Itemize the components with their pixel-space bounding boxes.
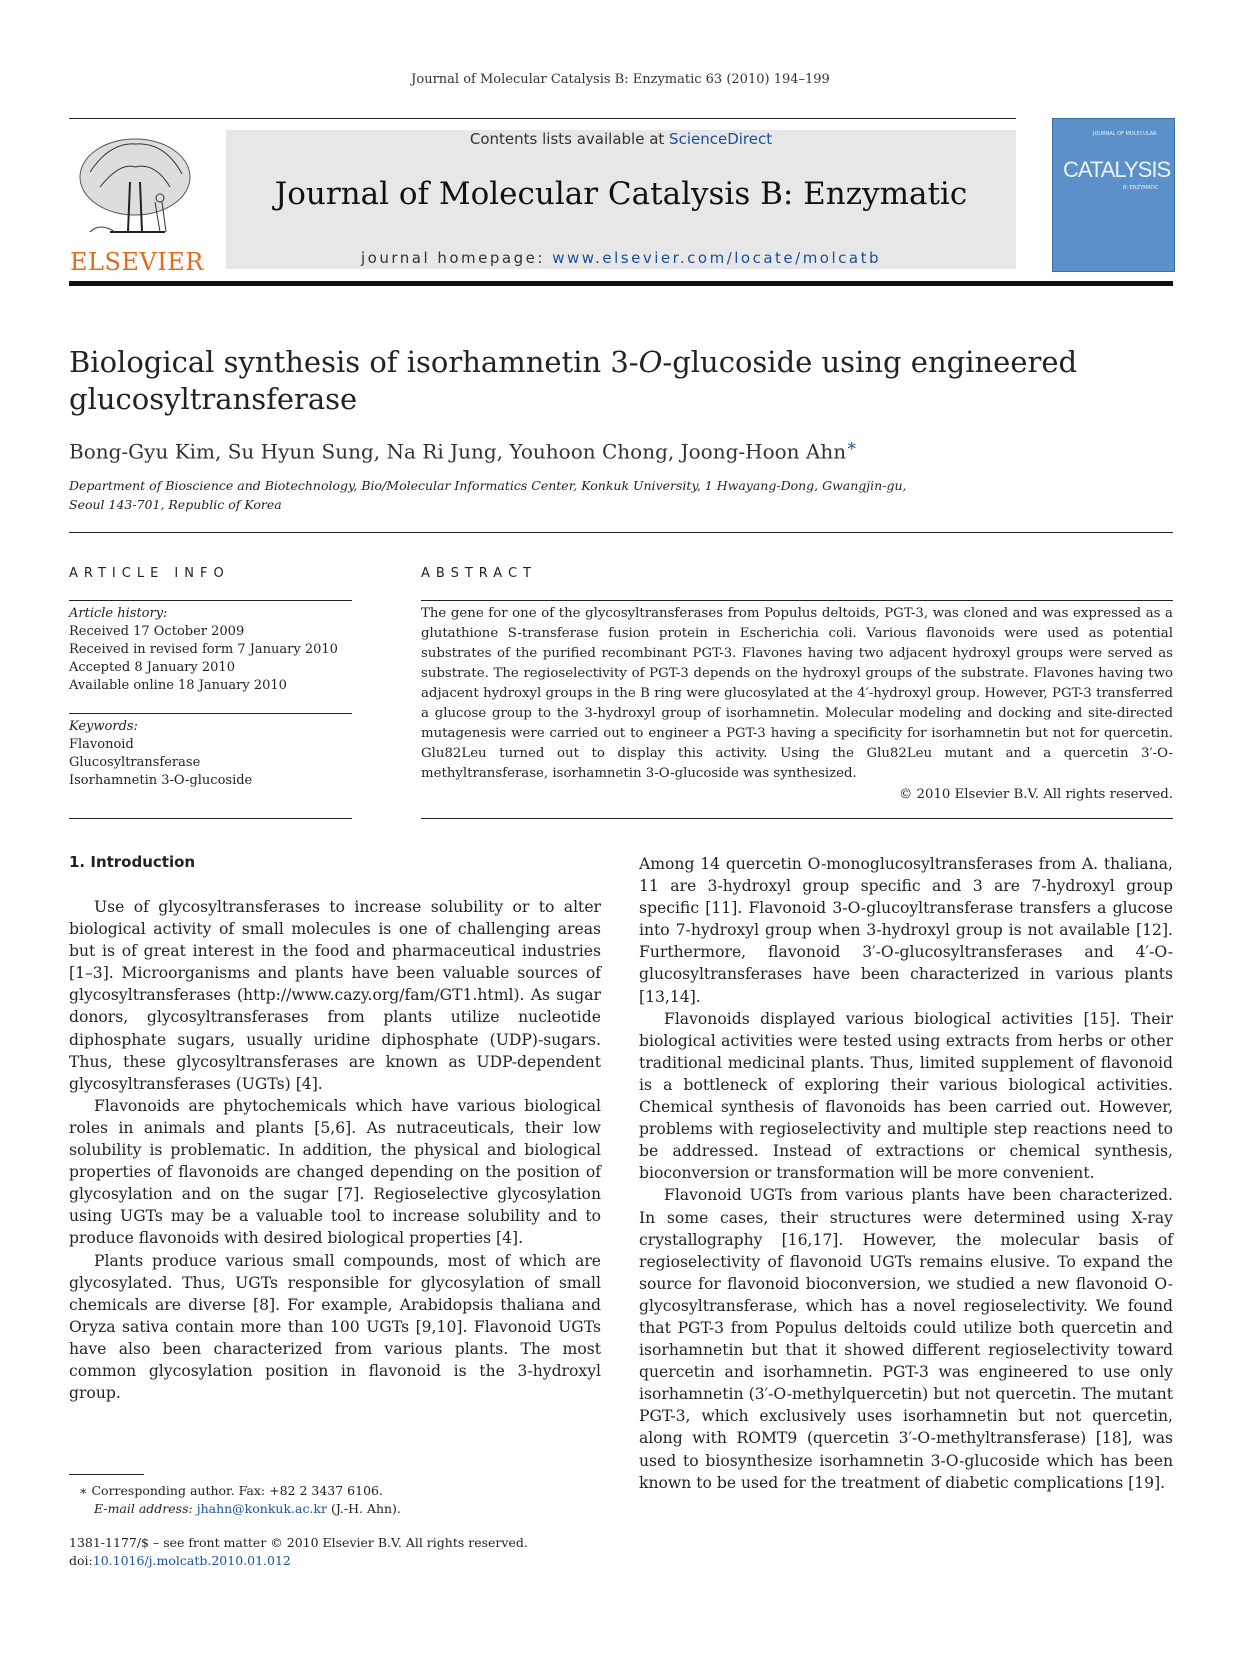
issn-line: 1381-1177/$ – see front matter © 2010 Elsevier B.V. All rights reserved.	[69, 1535, 528, 1550]
corresponding-author-note	[79, 1482, 599, 1500]
article-info-heading: ARTICLE INFO	[69, 566, 230, 581]
affiliation-line-1: Department of Bioscience and Biotechnology, Bio/Molecular Informatics Center, Konkuk University, 1 Hwayang-Dong, Gwangjin-gu,	[69, 478, 907, 493]
body-paragraph: Flavonoid UGTs from various plants have been characterized. In some cases, their structures were determined using X-ray crystallography [16,17]. However, the molecular basis of regioselectivity of flavonoid UGTs remains elusive. To expand the source for flavonoid bioconversion, we studied a new flavonoid O-glycosyltransferase, which has a novel regioselectivity. We found that PGT-3 from Populus deltoids could utilize both quercetin and isorhamnetin but that it showed different regioselectivity toward quercetin and isorhamnetin. PGT-3 was engineered to use only isorhamnetin (3′-O-methylquercetin) but not quercetin. The mutant PGT-3, which exclusively uses isorhamnetin but not quercetin, along with ROMT9 (quercetin 3′-O-methyltransferase) [18], was used to biosynthesize isorhamnetin 3-O-glucoside which has been known to be used for the treatment of diabetic complications [19].	[639, 1186, 1173, 1492]
history-item: Received in revised form 7 January 2010	[69, 642, 338, 657]
body-paragraph: Plants produce various small compounds, most of which are glycosylated. Thus, UGTs responsible for glycosylation of small chemicals are diverse [8]. For example, Arabidopsis thaliana and Oryza sativa contain more than 100 UGTs [9,10]. Flavonoid UGTs have also been characterized from various plants. The most common glycosylation position in flavonoid is the 3-hydroxyl group.	[69, 1251, 601, 1403]
email-note	[79, 1500, 599, 1518]
homepage-link[interactable]: www.elsevier.com/locate/molcatb	[552, 249, 881, 267]
history-label: Article history:	[69, 606, 168, 621]
article-history	[69, 605, 352, 695]
header-bottom-rule	[69, 281, 1173, 286]
abstract-bottom-rule	[421, 818, 1173, 819]
keywords	[69, 718, 352, 790]
running-head: Journal of Molecular Catalysis B: Enzymatic 63 (2010) 194–199	[411, 72, 830, 87]
header-top-rule	[69, 118, 1016, 119]
keyword: Glucosyltransferase	[69, 755, 201, 770]
doi-label: doi:	[69, 1553, 93, 1568]
cover-line: JOURNAL OF MOLECULAR	[1093, 131, 1157, 137]
body-right-column	[639, 853, 1173, 1494]
abstract-rule	[421, 600, 1173, 601]
contents-line	[226, 130, 1016, 148]
email-link[interactable]: jhahn@konkuk.ac.kr	[196, 1501, 327, 1516]
authors-text: Bong-Gyu Kim, Su Hyun Sung, Na Ri Jung, Youhoon Chong, Joong-Hoon Ahn	[69, 439, 847, 464]
keywords-label: Keywords:	[69, 719, 138, 734]
email-suffix: (J.-H. Ahn).	[326, 1501, 401, 1516]
corresponding-author-mark[interactable]: ∗	[846, 436, 858, 455]
affiliation-rule	[69, 532, 1173, 533]
sciencedirect-link[interactable]: ScienceDirect	[669, 130, 773, 148]
journal-title: Journal of Molecular Catalysis B: Enzymatic	[274, 176, 968, 212]
title-part1: Biological synthesis of isorhamnetin 3-	[69, 345, 639, 379]
body-paragraph: Flavonoids displayed various biological activities [15]. Their biological activities were tested using extracts from herbs or other traditional medicinal plants. Thus, limited supplement of flavonoid is a bottleneck of exploring their various biological activities. Chemical synthesis of flavonoids has been carried out. However, problems with regioselectivity and multiple step reactions need to be addressed. Instead of extractions or chemical synthesis, bioconversion or transformation will be more convenient.	[639, 1009, 1173, 1183]
history-item: Available online 18 January 2010	[69, 678, 287, 693]
title-italic: O	[638, 345, 663, 379]
body-paragraph: Among 14 quercetin O-monoglucosyltransferases from A. thaliana, 11 are 3-hydroxyl group specific and 3 are 7-hydroxyl group specific [11]. Flavonoid 3-O-glucoyltransferase transfers a glucose into 7-hydroxyl group when 3-hydroxyl group is not available [12]. Furthermore, flavonoid 3′-O-glucosyltransferases and 4′-O-glucosyltransferases have been characterized in various plants [13,14].	[639, 855, 1173, 1006]
keyword: Isorhamnetin 3-O-glucoside	[69, 773, 253, 788]
elsevier-wordmark: ELSEVIER	[70, 248, 204, 276]
cover-title: CATALYSIS	[1063, 157, 1171, 182]
article-info-rule	[69, 600, 352, 601]
paper-title	[69, 344, 1169, 418]
cover-subtitle: B: ENZYMATIC	[1123, 185, 1159, 191]
abstract-heading: ABSTRACT	[421, 566, 537, 581]
homepage-prefix: journal homepage:	[360, 249, 553, 267]
body-paragraph: Use of glycosyltransferases to increase solubility or to alter biological activity of small molecules is one of challenging areas but is of great interest in the food and pharmaceutical industries [1–3]. Microorganisms and plants have been valuable sources of glycosyltransferases (http://www.cazy.org/fam/GT1.html). As sugar donors, glycosyltransferases from plants utilize nucleotide diphosphate sugars, usually uridine diphosphate (UDP)-sugars. Thus, these glycosyltransferases are known as UDP-dependent glycosyltransferases (UGTs) [4].	[69, 898, 601, 1093]
journal-homepage	[226, 249, 1016, 267]
article-info-bottom-rule	[69, 818, 352, 819]
body-paragraph: Flavonoids are phytochemicals which have various biological roles in animals and plants [5,6]. As nutraceuticals, their low solubility is problematic. In addition, the physical and biological properties of flavonoids are changed depending on the position of glycosylation and on the sugar [7]. Regioselective glycosylation using UGTs may be a valuable tool to increase solubility and to produce flavonoids with desired biological properties [4].	[69, 1096, 601, 1248]
footnote-corresponding: Corresponding author. Fax: +82 2 3437 6106.	[91, 1483, 383, 1498]
email-label: E-mail address:	[94, 1501, 197, 1516]
keywords-rule	[69, 713, 352, 714]
contents-prefix: Contents lists available at	[469, 130, 670, 148]
affiliation	[69, 476, 969, 514]
bottom-meta	[69, 1534, 629, 1570]
body-left-column	[69, 896, 601, 1404]
journal-cover-image	[1052, 118, 1175, 272]
keyword: Flavonoid	[69, 737, 134, 752]
affiliation-line-2: Seoul 143-701, Republic of Korea	[69, 497, 282, 512]
tree-icon	[70, 132, 200, 247]
abstract-copyright: © 2010 Elsevier B.V. All rights reserved.	[899, 787, 1173, 802]
footnote	[79, 1482, 599, 1518]
footnote-mark: ∗	[79, 1483, 88, 1498]
doi-line	[69, 1552, 629, 1570]
author-list	[69, 436, 1169, 464]
footnote-rule	[69, 1474, 144, 1475]
section-heading: 1. Introduction	[69, 853, 196, 871]
doi-link[interactable]: 10.1016/j.molcatb.2010.01.012	[92, 1553, 291, 1568]
history-item: Received 17 October 2009	[69, 624, 245, 639]
title-part2: -glucoside using engineered glucosyltransferase	[69, 345, 1078, 416]
abstract-text: The gene for one of the glycosyltransferases from Populus deltoids, PGT-3, was cloned and was expressed as a glutathione S-transferase fusion protein in Escherichia coli. Various flavonoids were used as potential substrates of the purified recombinant PGT-3. Flavones having two adjacent hydroxyl groups were served as substrate. The regioselectivity of PGT-3 depends on the hydroxyl groups of the substrate. Flavones having two adjacent hydroxyl groups in the B ring were glucosylated at the 4′-hydroxyl group. However, PGT-3 transferred a glucose group to the 3-hydroxyl group of isorhamnetin. Molecular modeling and docking and site-directed mutagenesis were carried out to engineer a PGT-3 having a specificity for isorhamnetin but not for quercetin. Glu82Leu turned out to display this activity. Using the Glu82Leu mutant and a quercetin 3′-O-methyltransferase, isorhamnetin 3-O-glucoside was synthesized.	[421, 606, 1173, 781]
history-item: Accepted 8 January 2010	[69, 660, 235, 675]
